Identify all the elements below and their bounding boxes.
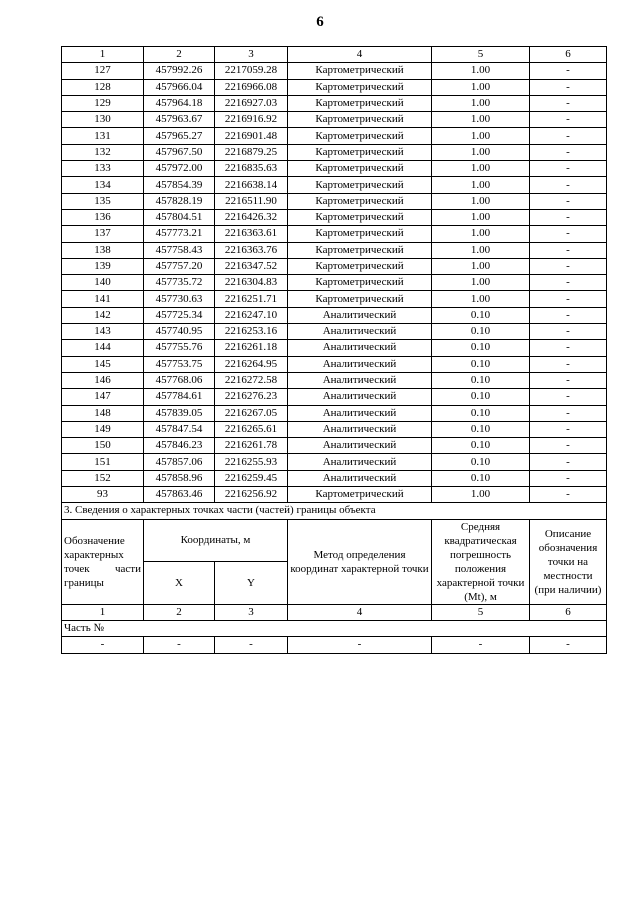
table-cell: 135 <box>62 193 144 209</box>
table-cell: 0.10 <box>432 421 530 437</box>
table-cell: 1.00 <box>432 193 530 209</box>
table-cell: Картометрический <box>288 112 432 128</box>
page-number: 6 <box>316 14 324 30</box>
table-cell: Картометрический <box>288 144 432 160</box>
table-row <box>62 258 607 274</box>
table-cell: 2216272.58 <box>215 372 288 388</box>
table-cell: 2216259.45 <box>215 470 288 486</box>
table-cell: 0.10 <box>432 340 530 356</box>
table-cell: 1.00 <box>432 275 530 291</box>
table-cell: - <box>530 128 607 144</box>
table-cell: 1.00 <box>432 177 530 193</box>
table-cell: 457735.72 <box>144 275 215 291</box>
table-cell: - <box>62 637 144 653</box>
table-cell: 457753.75 <box>144 356 215 372</box>
table-cell: 1.00 <box>432 63 530 79</box>
table-row <box>62 177 607 193</box>
table-cell: Аналитический <box>288 470 432 486</box>
table-cell: Аналитический <box>288 389 432 405</box>
table-cell: 0.10 <box>432 389 530 405</box>
table-cell: - <box>530 324 607 340</box>
table-cell: 0.10 <box>432 307 530 323</box>
table-cell: 148 <box>62 405 144 421</box>
x-header: X <box>144 562 215 605</box>
table-cell: 1.00 <box>432 226 530 242</box>
table-cell: Аналитический <box>288 324 432 340</box>
table-cell: 145 <box>62 356 144 372</box>
table-row <box>62 128 607 144</box>
table-cell: 457854.39 <box>144 177 215 193</box>
table-cell: 138 <box>62 242 144 258</box>
table-cell: 457972.00 <box>144 161 215 177</box>
table-cell: 457828.19 <box>144 193 215 209</box>
table-row <box>62 405 607 421</box>
table-cell: Картометрический <box>288 487 432 503</box>
table-row <box>62 242 607 258</box>
table-cell: 2216363.76 <box>215 242 288 258</box>
table-cell: 146 <box>62 372 144 388</box>
table-cell: 457965.27 <box>144 128 215 144</box>
error-header: Средняя квадратическая погрешность положения характерной точки (Mt), м <box>432 519 530 604</box>
section3-title-row <box>62 503 607 519</box>
part-label-row <box>62 620 607 636</box>
table-row <box>62 79 607 95</box>
table-cell: 1.00 <box>432 209 530 225</box>
table-cell: 2216253.16 <box>215 324 288 340</box>
table-cell: 2216264.95 <box>215 356 288 372</box>
table-cell: 144 <box>62 340 144 356</box>
table-cell: 0.10 <box>432 356 530 372</box>
table-row <box>62 144 607 160</box>
table-cell: - <box>530 637 607 653</box>
table-cell: 1.00 <box>432 144 530 160</box>
table-cell: 457839.05 <box>144 405 215 421</box>
table-cell: 1.00 <box>432 487 530 503</box>
table-cell: 1.00 <box>432 258 530 274</box>
table-cell: Картометрический <box>288 209 432 225</box>
column-number: 5 <box>432 604 530 620</box>
table-cell: 139 <box>62 258 144 274</box>
table-cell: 2216901.48 <box>215 128 288 144</box>
table-row <box>62 226 607 242</box>
table-row <box>62 193 607 209</box>
table-cell: 130 <box>62 112 144 128</box>
table-cell: 152 <box>62 470 144 486</box>
table-cell: 137 <box>62 226 144 242</box>
section3-column-number-row <box>62 604 607 620</box>
table-cell: - <box>530 242 607 258</box>
table-cell: 2216304.83 <box>215 275 288 291</box>
table-cell: - <box>530 372 607 388</box>
column-number: 1 <box>62 47 144 63</box>
table-cell: - <box>530 226 607 242</box>
table-cell: - <box>530 193 607 209</box>
point-designation-header: Обозначение характерных точек части границы <box>62 519 144 604</box>
table-cell: Аналитический <box>288 307 432 323</box>
table-cell: - <box>530 95 607 111</box>
column-number: 3 <box>215 47 288 63</box>
table-cell: - <box>530 275 607 291</box>
table-cell: 457757.20 <box>144 258 215 274</box>
table-cell: 457858.96 <box>144 470 215 486</box>
table-cell: 2216255.93 <box>215 454 288 470</box>
table-cell: 2216966.08 <box>215 79 288 95</box>
table-cell: 457773.21 <box>144 226 215 242</box>
table-cell: 129 <box>62 95 144 111</box>
table-cell: 2217059.28 <box>215 63 288 79</box>
table-cell: Аналитический <box>288 454 432 470</box>
column-number: 6 <box>530 604 607 620</box>
table-cell: 1.00 <box>432 128 530 144</box>
table-cell: 150 <box>62 438 144 454</box>
column-number: 2 <box>144 47 215 63</box>
table-cell: - <box>144 637 215 653</box>
table-cell: 457804.51 <box>144 209 215 225</box>
table-cell: Аналитический <box>288 438 432 454</box>
table-cell: - <box>530 307 607 323</box>
column-number: 6 <box>530 47 607 63</box>
table-cell: 127 <box>62 63 144 79</box>
table-cell: - <box>530 79 607 95</box>
column-number: 5 <box>432 47 530 63</box>
table-cell: - <box>530 487 607 503</box>
empty-row <box>62 637 607 653</box>
table-cell: - <box>530 63 607 79</box>
table-cell: - <box>530 356 607 372</box>
table-cell: Картометрический <box>288 258 432 274</box>
column-number: 4 <box>288 47 432 63</box>
table-cell: 2216879.25 <box>215 144 288 160</box>
table-cell: - <box>530 340 607 356</box>
table-cell: 149 <box>62 421 144 437</box>
table-cell: 1.00 <box>432 95 530 111</box>
table-cell: - <box>530 454 607 470</box>
table-cell: 142 <box>62 307 144 323</box>
table-cell: 0.10 <box>432 324 530 340</box>
table-cell: Картометрический <box>288 79 432 95</box>
table-cell: 457847.54 <box>144 421 215 437</box>
column-number: 2 <box>144 604 215 620</box>
table-cell: 457768.06 <box>144 372 215 388</box>
table-cell: 457846.23 <box>144 438 215 454</box>
table-cell: Аналитический <box>288 372 432 388</box>
table-cell: 457863.46 <box>144 487 215 503</box>
table-cell: - <box>530 144 607 160</box>
table-cell: 2216363.61 <box>215 226 288 242</box>
table-cell: 1.00 <box>432 161 530 177</box>
table-cell: - <box>288 637 432 653</box>
table-row <box>62 487 607 503</box>
section3-header-row <box>62 519 607 562</box>
table-row <box>62 470 607 486</box>
table-row <box>62 95 607 111</box>
table-row <box>62 340 607 356</box>
column-number-row <box>62 47 607 63</box>
table-cell: Картометрический <box>288 128 432 144</box>
table-cell: 0.10 <box>432 405 530 421</box>
table-row <box>62 454 607 470</box>
table-cell: 2216638.14 <box>215 177 288 193</box>
table-cell: 2216276.23 <box>215 389 288 405</box>
table-cell: 2216927.03 <box>215 95 288 111</box>
table-cell: 132 <box>62 144 144 160</box>
table-cell: 457730.63 <box>144 291 215 307</box>
table-cell: 457967.50 <box>144 144 215 160</box>
table-cell: 457966.04 <box>144 79 215 95</box>
table-cell: 133 <box>62 161 144 177</box>
table-cell: 2216261.18 <box>215 340 288 356</box>
table-cell: 457992.26 <box>144 63 215 79</box>
table-cell: - <box>530 161 607 177</box>
table-cell: 2216261.78 <box>215 438 288 454</box>
table-cell: 457963.67 <box>144 112 215 128</box>
table-row <box>62 209 607 225</box>
table-cell: - <box>432 637 530 653</box>
table-cell: Картометрический <box>288 177 432 193</box>
table-cell: 0.10 <box>432 438 530 454</box>
coordinates-header: Координаты, м <box>144 519 288 562</box>
table-cell: 2216251.71 <box>215 291 288 307</box>
table-cell: 1.00 <box>432 242 530 258</box>
table-row <box>62 389 607 405</box>
table-cell: Аналитический <box>288 405 432 421</box>
table-row <box>62 307 607 323</box>
table-row <box>62 161 607 177</box>
boundary-points-table <box>61 46 607 654</box>
table-cell: 2216511.90 <box>215 193 288 209</box>
table-cell: 2216916.92 <box>215 112 288 128</box>
table-cell: 2216835.63 <box>215 161 288 177</box>
table-cell: Аналитический <box>288 421 432 437</box>
table-cell: 140 <box>62 275 144 291</box>
table-cell: - <box>530 177 607 193</box>
table-cell: 2216347.52 <box>215 258 288 274</box>
section3-title: 3. Сведения о характерных точках части (частей) границы объекта <box>62 503 607 519</box>
table-cell: - <box>215 637 288 653</box>
table-cell: - <box>530 112 607 128</box>
table-row <box>62 438 607 454</box>
table-row <box>62 356 607 372</box>
y-header: Y <box>215 562 288 605</box>
table-row <box>62 372 607 388</box>
table-row <box>62 112 607 128</box>
table-cell: - <box>530 209 607 225</box>
table-cell: - <box>530 258 607 274</box>
table-cell: Аналитический <box>288 356 432 372</box>
table-cell: Картометрический <box>288 63 432 79</box>
table-cell: 131 <box>62 128 144 144</box>
table-cell: Картометрический <box>288 95 432 111</box>
table-cell: 2216267.05 <box>215 405 288 421</box>
table-cell: 143 <box>62 324 144 340</box>
table-cell: Картометрический <box>288 226 432 242</box>
column-number: 1 <box>62 604 144 620</box>
table-cell: - <box>530 291 607 307</box>
table-cell: - <box>530 389 607 405</box>
table-row <box>62 421 607 437</box>
table-cell: 1.00 <box>432 291 530 307</box>
table-cell: 134 <box>62 177 144 193</box>
table-cell: Картометрический <box>288 161 432 177</box>
table-cell: 457740.95 <box>144 324 215 340</box>
table-cell: Аналитический <box>288 340 432 356</box>
table-row <box>62 291 607 307</box>
method-header: Метод определения координат характерной точки <box>288 519 432 604</box>
table-cell: 457725.34 <box>144 307 215 323</box>
table-cell: 457758.43 <box>144 242 215 258</box>
table-cell: Картометрический <box>288 193 432 209</box>
table-cell: - <box>530 470 607 486</box>
table-cell: Картометрический <box>288 275 432 291</box>
table-cell: 457857.06 <box>144 454 215 470</box>
table-row <box>62 324 607 340</box>
table-cell: - <box>530 421 607 437</box>
table-row <box>62 275 607 291</box>
description-header: Описание обозначения точки на местности (при наличии) <box>530 519 607 604</box>
table-cell: 2216265.61 <box>215 421 288 437</box>
table-cell: 1.00 <box>432 112 530 128</box>
table-cell: 141 <box>62 291 144 307</box>
column-number: 3 <box>215 604 288 620</box>
table-cell: 147 <box>62 389 144 405</box>
table-cell: 151 <box>62 454 144 470</box>
table-cell: 93 <box>62 487 144 503</box>
table-cell: Картометрический <box>288 291 432 307</box>
table-cell: 128 <box>62 79 144 95</box>
table-cell: 457755.76 <box>144 340 215 356</box>
table-cell: 2216247.10 <box>215 307 288 323</box>
table-row <box>62 63 607 79</box>
table-cell: 2216426.32 <box>215 209 288 225</box>
table-cell: - <box>530 405 607 421</box>
table-cell: 0.10 <box>432 372 530 388</box>
table-cell: 0.10 <box>432 454 530 470</box>
table-body <box>62 47 607 654</box>
table-cell: 457784.61 <box>144 389 215 405</box>
table-cell: - <box>530 438 607 454</box>
table-cell: 2216256.92 <box>215 487 288 503</box>
table-cell: 457964.18 <box>144 95 215 111</box>
table-cell: Картометрический <box>288 242 432 258</box>
part-label: Часть № <box>62 620 607 636</box>
table-cell: 136 <box>62 209 144 225</box>
column-number: 4 <box>288 604 432 620</box>
table-cell: 1.00 <box>432 79 530 95</box>
table-cell: 0.10 <box>432 470 530 486</box>
